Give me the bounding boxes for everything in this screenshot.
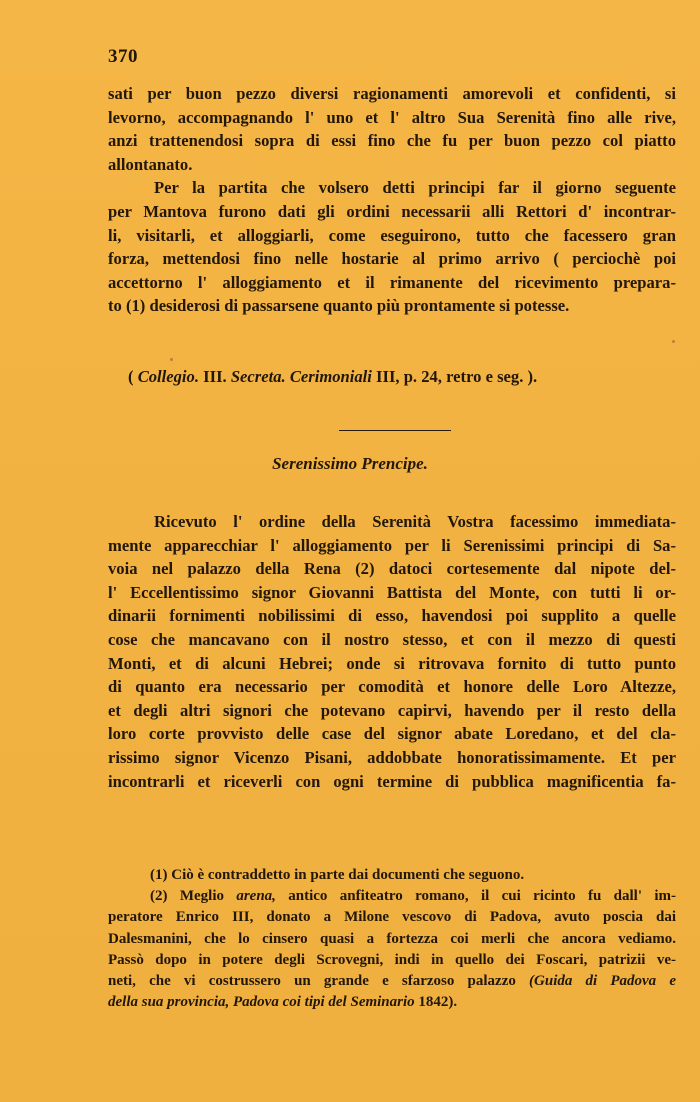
footnote-2-line: della sua provincia, Padova coi tipi del Seminario 1842). [108,994,458,1011]
text-line: loro corte provvisto delle case del signor abate Loredano, et del cla- [108,724,676,744]
letter-paragraph [108,510,676,793]
footnote-2-line: neti, che vi costrussero un grande e sfarzoso palazzo (Guida di Padova e [108,972,676,989]
text-line: Monti, et di alcuni Hebrei; onde si ritrovava fornito di tutto punto [108,653,676,673]
text-line: et degli altri signori che potevano capirvi, havendo per il resto della [108,700,676,720]
footnote-2-line: peratore Enrico III, donato a Milone vescovo di Padova, avuto poscia dai [108,909,676,926]
section-heading: Serenissimo Prencipe. [272,454,428,473]
text-line: li, visitarli, et alloggiarli, come eseguirono, tutto che facessero gran [108,225,676,245]
footnote-2-line: Passò dopo in potere degli Scrovegni, indi in quello dei Foscari, patrizii ve- [108,951,676,968]
paragraph-continuation [108,82,676,318]
text-line: dinarii fornimenti nobilissimi di esso, havendosi poi supplito a quelle [108,606,676,626]
footnote-2-line: (2) Meglio arena, antico anfiteatro romano, il cui ricinto fu dall' im- [150,888,676,905]
text-line: levorno, accompagnando l' uno et l' altro Sua Serenità fino alle rive, [108,107,676,127]
text-line: incontrarli et riceverli con ogni termine di pubblica magnificentia fa- [108,771,676,791]
citation-series: Secreta. Cerimoniali [230,367,372,386]
citation-collection: Collegio. [137,367,199,386]
page-number: 370 [108,46,138,67]
footnote-2-line: Dalesmanini, che lo cinsero quasi a fortezza coi merli che ancora vediamo. [108,930,676,947]
text-line: Per la partita che volsero detti principi far il giorno seguente [154,178,676,198]
text-line: di quanto era necessario per comodità et honore delle Loro Altezze, [108,677,676,697]
text-line: Ricevuto l' ordine della Serenità Vostra facessimo immediata- [154,512,676,531]
footnote-1: (1) Ciò è contraddetto in parte dai documenti che seguono. [150,867,525,883]
section-divider [339,430,451,431]
footnote-source-title: (Guida di Padova e [529,972,676,989]
text-line: voia nel palazzo della Rena (2) datoci cortesemente dal nipote del- [108,559,676,579]
footnotes [108,865,676,1013]
text-line: cose che mancavano con il nostro stesso, et con il mezzo di questi [108,629,676,649]
text-line: allontanato. [108,154,193,174]
paper-speck [170,358,173,361]
paper-speck [672,340,675,343]
text-line: l' Eccellentissimo signor Giovanni Battista del Monte, con tutti li or- [108,582,676,602]
text-line: to (1) desiderosi di passarsene quanto più prontamente si potesse. [108,296,570,316]
text-line: sati per buon pezzo diversi ragionamenti amorevoli et confidenti, si [108,84,676,103]
text-line: forza, mettendosi fino nelle hostarie al primo arrivo ( perciochè poi [108,249,676,269]
text-line: per Mantova furono dati gli ordini necessarii alli Rettori d' incontrar- [108,201,676,221]
text-line: rissimo signor Vicenzo Pisani, addobbate honoratissimamente. Et per [108,747,676,767]
citation-line: ( Collegio. III. Secreta. Cerimoniali III, p. 24, retro e seg. ). [128,367,538,386]
text-line: mente apparecchiar l' alloggiamento per li Serenissimi principi di Sa- [108,535,676,555]
footnote-source-title: della sua provincia, Padova coi tipi del Seminario [108,994,415,1011]
text-line: accettorno l' alloggiamento et il rimanente del ricevimento prepara- [108,272,676,292]
text-line: anzi trattenendosi sopra di essi fino che fu per buon pezzo col piatto [108,131,676,151]
archival-citation [108,365,676,389]
